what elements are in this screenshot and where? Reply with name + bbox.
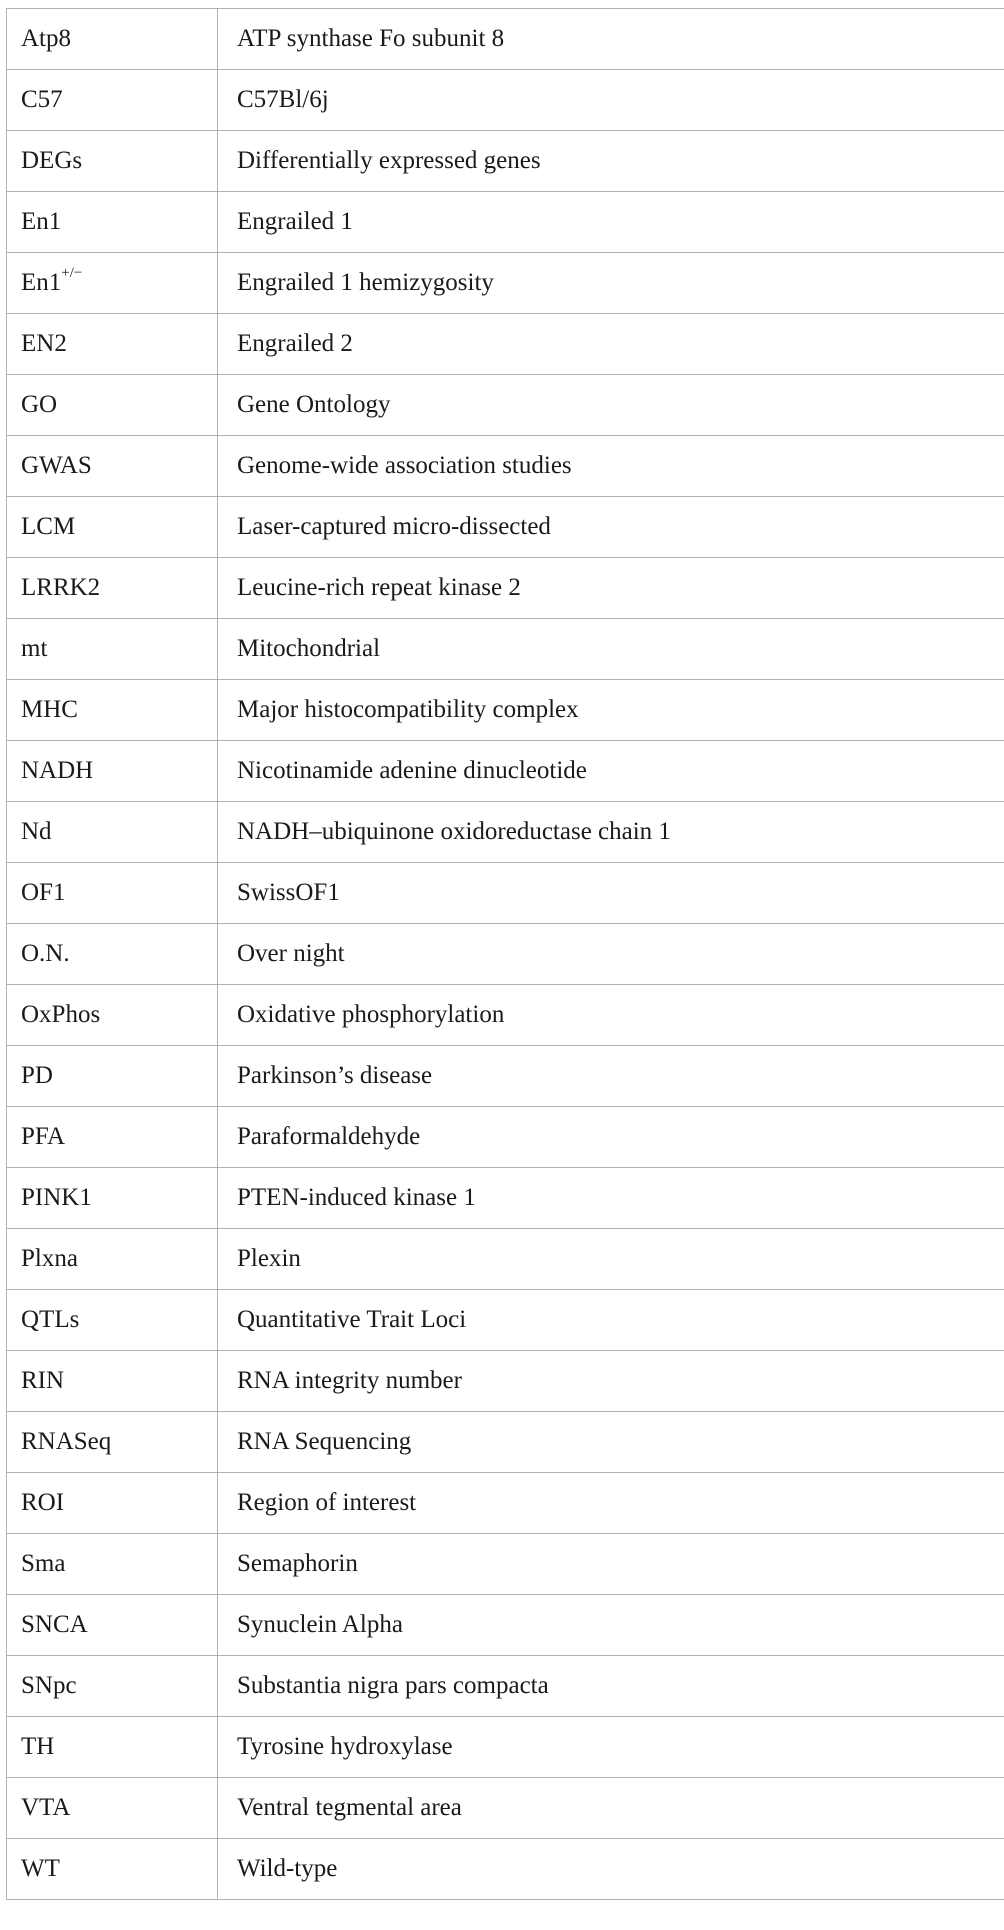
definition-cell [218, 436, 1004, 497]
table-row [7, 1412, 1004, 1473]
abbreviation-cell [7, 1595, 218, 1656]
definition-cell [218, 1534, 1004, 1595]
definition-cell [218, 1412, 1004, 1473]
abbreviation-cell [7, 619, 218, 680]
table-row [7, 1351, 1004, 1412]
abbreviation-text: SNpc [21, 1672, 77, 1699]
abbreviation-text: VTA [21, 1794, 71, 1821]
abbreviation-cell [7, 375, 218, 436]
abbreviation-text: PINK1 [21, 1184, 92, 1211]
abbreviation-cell [7, 1534, 218, 1595]
definition-cell [218, 253, 1004, 314]
definition-text: Genome-wide association studies [237, 452, 572, 479]
definition-text: Gene Ontology [237, 391, 391, 418]
definition-cell [218, 1168, 1004, 1229]
table-row [7, 741, 1004, 802]
abbreviation-text: Atp8 [21, 25, 71, 52]
definition-cell [218, 131, 1004, 192]
definition-text: Nicotinamide adenine dinucleotide [237, 757, 587, 784]
definition-cell [218, 741, 1004, 802]
definition-text: Paraformaldehyde [237, 1123, 421, 1150]
abbreviation-text: mt [21, 635, 48, 662]
table-row [7, 1046, 1004, 1107]
definition-cell [218, 1595, 1004, 1656]
abbreviation-cell [7, 1839, 218, 1900]
definition-text: RNA Sequencing [237, 1428, 412, 1455]
definition-cell [218, 375, 1004, 436]
definition-cell [218, 1778, 1004, 1839]
abbreviation-text: O.N. [21, 940, 70, 967]
abbreviation-text: RNASeq [21, 1428, 112, 1455]
definition-text: Tyrosine hydroxylase [237, 1733, 453, 1760]
definition-text: Quantitative Trait Loci [237, 1306, 467, 1333]
abbreviation-cell [7, 1473, 218, 1534]
definition-text: Wild-type [237, 1855, 338, 1882]
table-row [7, 375, 1004, 436]
table-row [7, 619, 1004, 680]
definition-cell [218, 70, 1004, 131]
abbreviation-cell [7, 1351, 218, 1412]
abbreviation-cell [7, 1168, 218, 1229]
table-row [7, 1656, 1004, 1717]
definition-text: Region of interest [237, 1489, 417, 1516]
table-row [7, 863, 1004, 924]
abbreviation-text: QTLs [21, 1306, 80, 1333]
table-row [7, 1229, 1004, 1290]
definition-text: SwissOF1 [237, 879, 340, 906]
abbreviation-text: C57 [21, 86, 63, 113]
table-row [7, 314, 1004, 375]
abbreviation-text: GO [21, 391, 58, 418]
definition-cell [218, 314, 1004, 375]
abbreviation-cell [7, 497, 218, 558]
table-row [7, 436, 1004, 497]
table-row [7, 1595, 1004, 1656]
table-row [7, 131, 1004, 192]
definition-text: ATP synthase Fo subunit 8 [237, 25, 505, 52]
abbreviations-table-body [7, 9, 1004, 1900]
definition-cell [218, 1717, 1004, 1778]
table-row [7, 192, 1004, 253]
abbreviation-cell [7, 192, 218, 253]
definition-text: Differentially expressed genes [237, 147, 541, 174]
definition-cell [218, 1229, 1004, 1290]
definition-text: Oxidative phosphorylation [237, 1001, 505, 1028]
abbreviation-cell [7, 1046, 218, 1107]
definition-cell [218, 558, 1004, 619]
abbreviation-cell [7, 741, 218, 802]
abbreviation-superscript: +/− [61, 264, 83, 281]
definition-cell [218, 1473, 1004, 1534]
abbreviation-text: SNCA [21, 1611, 88, 1638]
abbreviation-cell [7, 253, 218, 314]
abbreviation-text: En1 [21, 269, 62, 296]
table-row [7, 1473, 1004, 1534]
definition-text: Plexin [237, 1245, 301, 1272]
table-row [7, 1534, 1004, 1595]
abbreviations-table [6, 8, 1004, 1900]
definition-text: NADH–ubiquinone oxidoreductase chain 1 [237, 818, 671, 845]
definition-cell [218, 863, 1004, 924]
abbreviation-text: OxPhos [21, 1001, 101, 1028]
table-row [7, 558, 1004, 619]
abbreviation-cell [7, 802, 218, 863]
abbreviation-cell [7, 1229, 218, 1290]
abbreviation-text: PD [21, 1062, 53, 1089]
definition-cell [218, 9, 1004, 70]
definition-text: RNA integrity number [237, 1367, 462, 1394]
abbreviation-text: LCM [21, 513, 76, 540]
table-row [7, 70, 1004, 131]
abbreviation-cell [7, 924, 218, 985]
abbreviation-text: EN2 [21, 330, 67, 357]
abbreviation-text: En1 [21, 208, 62, 235]
table-row [7, 1717, 1004, 1778]
table-row [7, 1290, 1004, 1351]
abbreviation-text: Sma [21, 1550, 66, 1577]
abbreviation-cell [7, 131, 218, 192]
abbreviation-cell [7, 1778, 218, 1839]
abbreviation-cell [7, 9, 218, 70]
table-row [7, 1168, 1004, 1229]
abbreviation-text: DEGs [21, 147, 83, 174]
definition-text: Parkinson’s disease [237, 1062, 433, 1089]
definition-cell [218, 1046, 1004, 1107]
definition-cell [218, 497, 1004, 558]
table-row [7, 9, 1004, 70]
abbreviation-text: LRRK2 [21, 574, 101, 601]
table-row [7, 924, 1004, 985]
table-row [7, 253, 1004, 314]
definition-text: Engrailed 1 hemizygosity [237, 269, 494, 296]
definition-text: C57Bl/6j [237, 86, 329, 113]
definition-cell [218, 1839, 1004, 1900]
definition-text: Laser-captured micro-dissected [237, 513, 551, 540]
definition-text: Semaphorin [237, 1550, 358, 1577]
abbreviation-text: RIN [21, 1367, 65, 1394]
definition-text: Substantia nigra pars compacta [237, 1672, 549, 1699]
abbreviation-cell [7, 1290, 218, 1351]
definition-text: Engrailed 2 [237, 330, 353, 357]
definition-text: Major histocompatibility complex [237, 696, 579, 723]
abbreviation-cell [7, 1717, 218, 1778]
abbreviation-cell [7, 558, 218, 619]
definition-cell [218, 802, 1004, 863]
abbreviation-text: GWAS [21, 452, 92, 479]
definition-cell [218, 680, 1004, 741]
abbreviation-cell [7, 863, 218, 924]
table-row [7, 1778, 1004, 1839]
definition-cell [218, 924, 1004, 985]
abbreviation-text: WT [21, 1855, 60, 1882]
definition-cell [218, 1290, 1004, 1351]
abbreviation-cell [7, 680, 218, 741]
definition-text: Leucine-rich repeat kinase 2 [237, 574, 521, 601]
abbreviation-cell [7, 436, 218, 497]
definition-text: Synuclein Alpha [237, 1611, 403, 1638]
table-row [7, 1107, 1004, 1168]
definition-cell [218, 985, 1004, 1046]
definition-cell [218, 619, 1004, 680]
abbreviation-text: Nd [21, 818, 52, 845]
abbreviation-cell [7, 314, 218, 375]
abbreviation-cell [7, 1412, 218, 1473]
definition-text: Engrailed 1 [237, 208, 353, 235]
table-row [7, 497, 1004, 558]
table-row [7, 1839, 1004, 1900]
abbreviation-cell [7, 1107, 218, 1168]
abbreviation-text: NADH [21, 757, 94, 784]
definition-cell [218, 192, 1004, 253]
abbreviation-text: Plxna [21, 1245, 78, 1272]
table-row [7, 802, 1004, 863]
abbreviation-text: PFA [21, 1123, 66, 1150]
definition-text: Mitochondrial [237, 635, 381, 662]
abbreviation-text: OF1 [21, 879, 66, 906]
definition-text: Over night [237, 940, 345, 967]
abbreviation-text: MHC [21, 696, 78, 723]
abbreviation-cell [7, 70, 218, 131]
definition-text: PTEN-induced kinase 1 [237, 1184, 476, 1211]
definition-cell [218, 1351, 1004, 1412]
table-row [7, 985, 1004, 1046]
definition-cell [218, 1656, 1004, 1717]
abbreviation-cell [7, 985, 218, 1046]
abbreviation-cell [7, 1656, 218, 1717]
table-row [7, 680, 1004, 741]
abbreviation-text: ROI [21, 1489, 65, 1516]
abbreviation-text: TH [21, 1733, 55, 1760]
definition-cell [218, 1107, 1004, 1168]
definition-text: Ventral tegmental area [237, 1794, 462, 1821]
